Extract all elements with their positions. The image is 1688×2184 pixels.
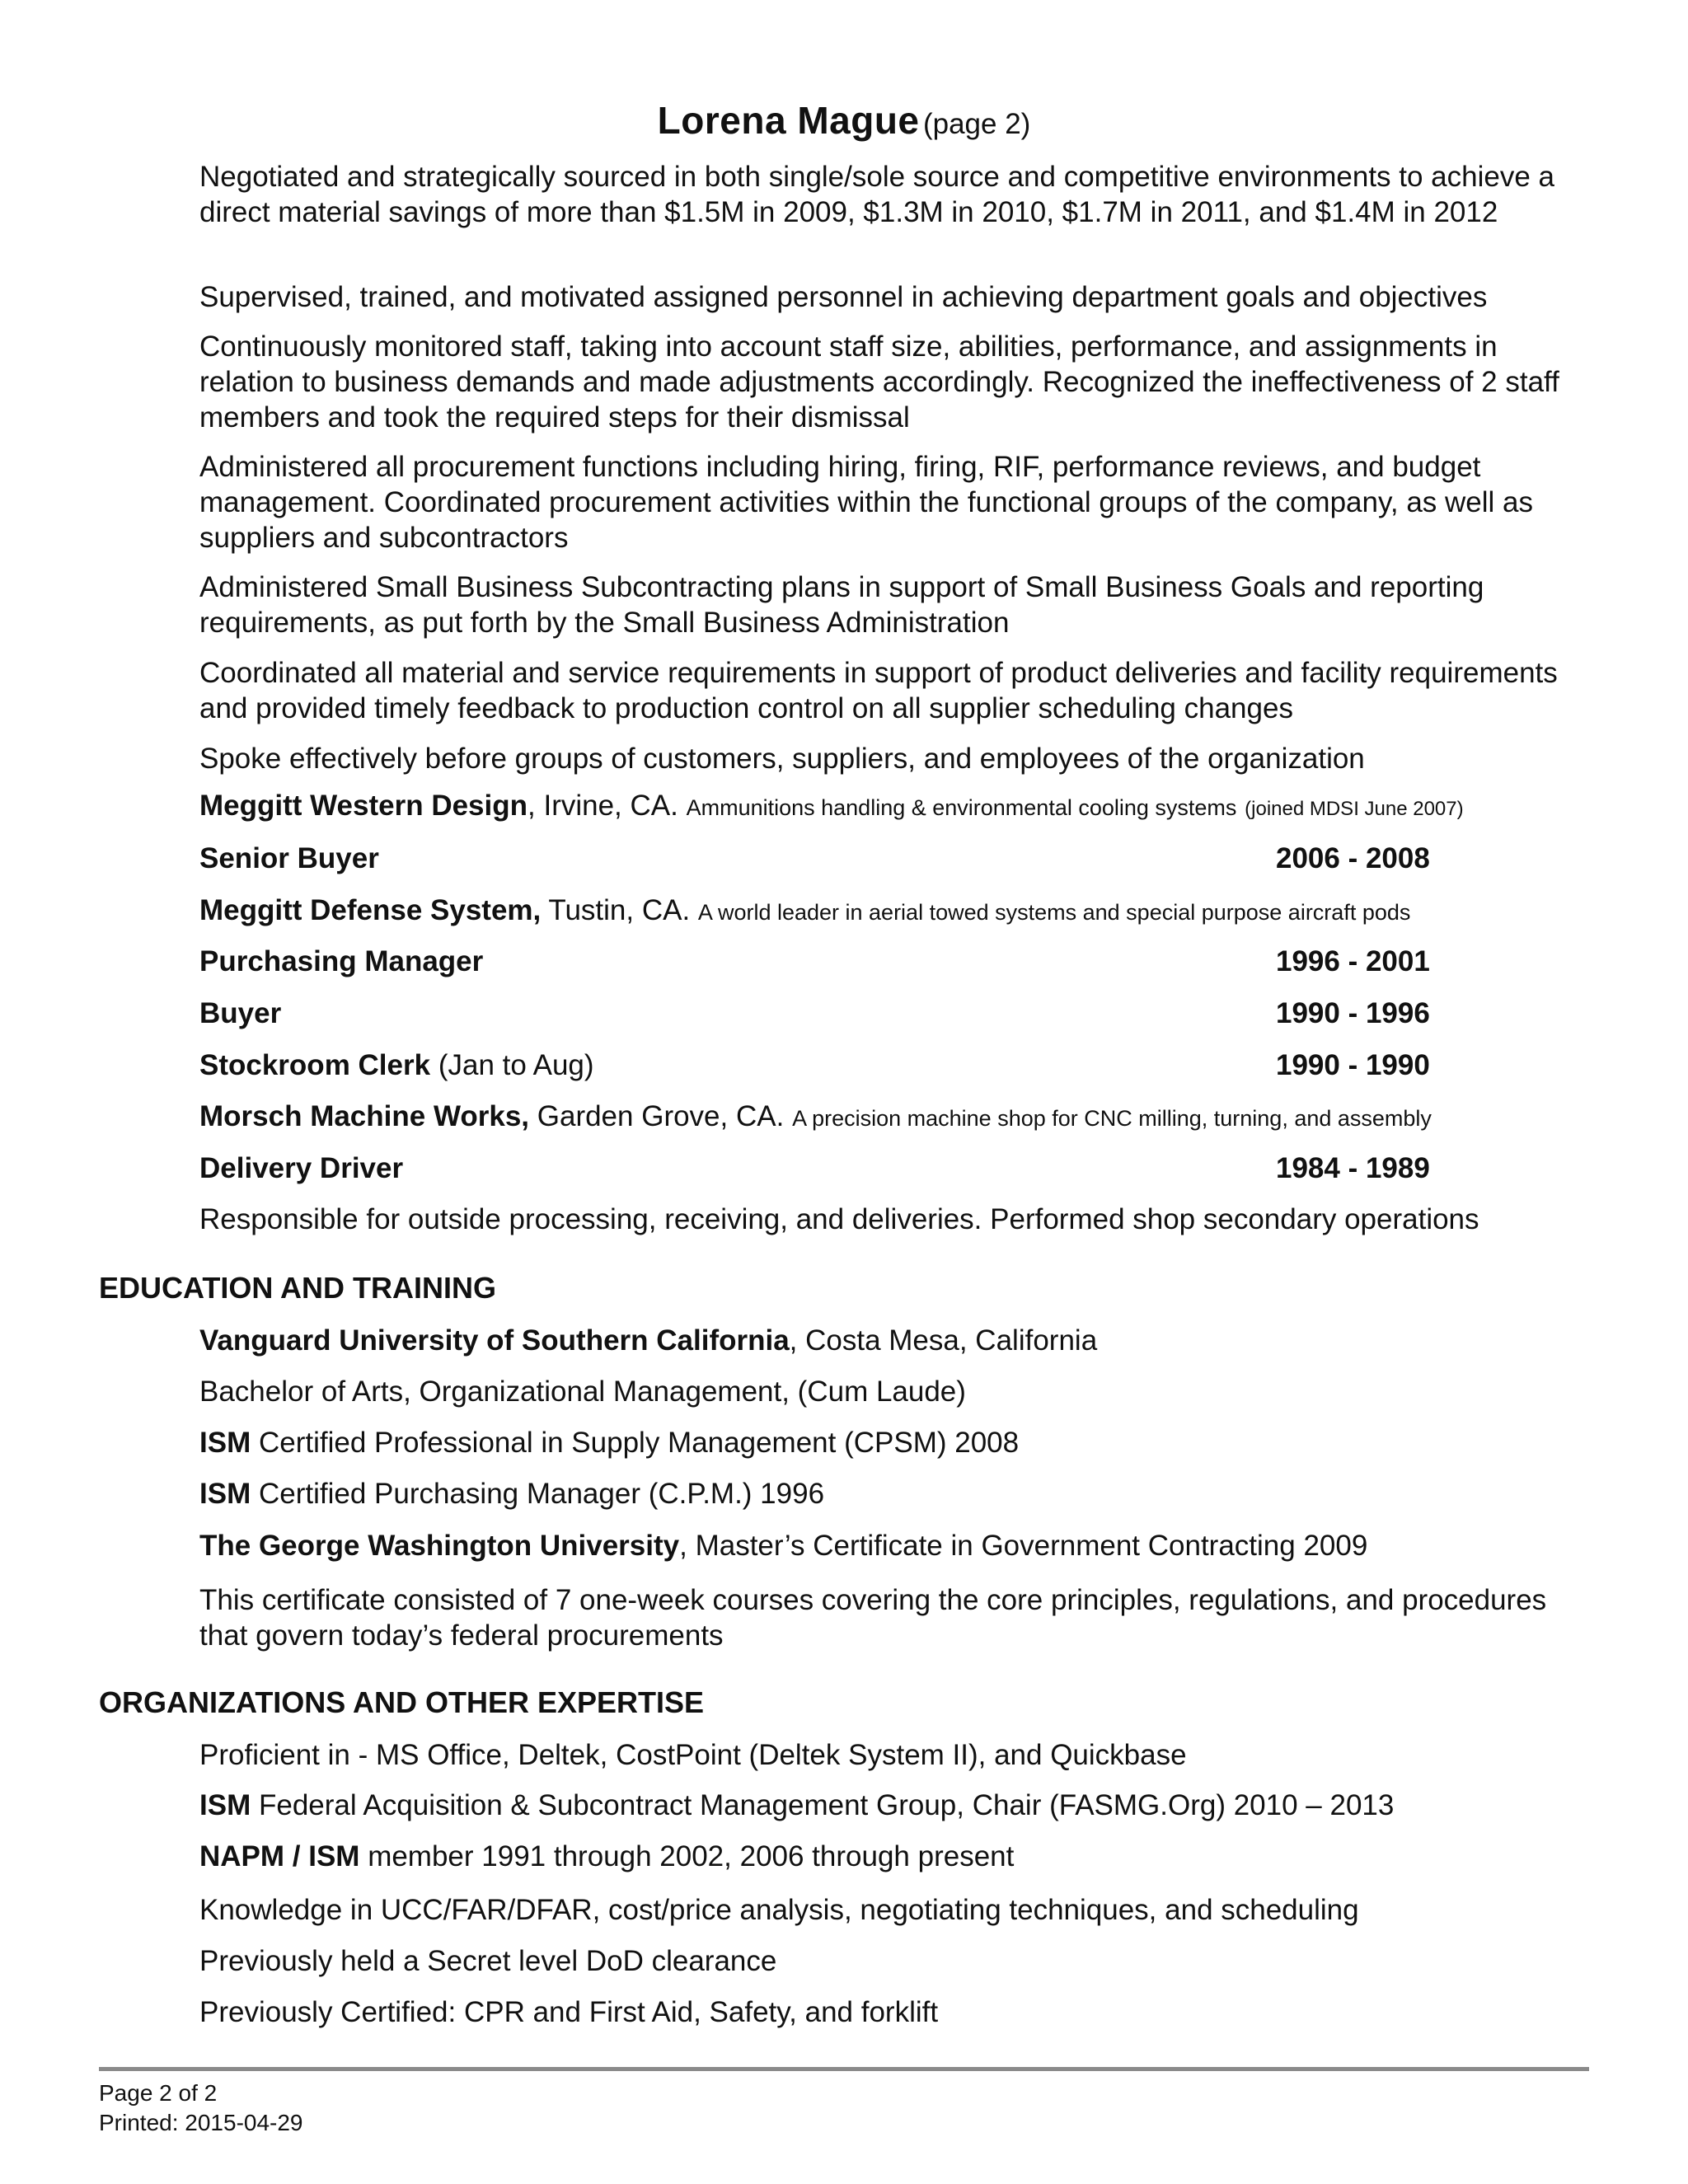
- footer-printed-date: Printed: 2015-04-29: [99, 2110, 303, 2135]
- footer-page-number: Page 2 of 2: [99, 2080, 218, 2106]
- cert-cpm: [199, 1475, 1584, 1513]
- employer-name: Morsch Machine Works,: [199, 1100, 530, 1132]
- bullet-spoke: Spoke effectively before groups of customers, suppliers, and employees of the organization: [199, 743, 1365, 775]
- org-clearance: Previously held a Secret level DoD clearance: [199, 1945, 777, 1977]
- org-fasmg: [199, 1787, 1584, 1825]
- page-suffix: (page 2): [922, 108, 1031, 140]
- org-name: NAPM / ISM: [199, 1840, 360, 1872]
- position-delivery-driver: [199, 1150, 1584, 1188]
- org-proficient: Proficient in - MS Office, Deltek, CostPoint (Deltek System II), and Quickbase: [199, 1739, 1187, 1771]
- position-title: Stockroom Clerk: [199, 1049, 431, 1081]
- employer-note: (joined MDSI June 2007): [1245, 798, 1464, 820]
- education-gwu: [199, 1527, 1584, 1565]
- employer-description: A precision machine shop for CNC milling, turning, and assembly: [792, 1106, 1432, 1131]
- school-detail: , Master’s Certificate in Government Contracting 2009: [679, 1530, 1368, 1562]
- education-degree: Bachelor of Arts, Organizational Management, (Cum Laude): [199, 1376, 966, 1408]
- cert-text: Certified Purchasing Manager (C.P.M.) 1996: [258, 1478, 825, 1510]
- employer-name: Meggitt Western Design: [199, 790, 528, 822]
- bullet-small-business: Administered Small Business Subcontracting plans in support of Small Business Goals and reporting requirements, as put forth by the Small Business Administration: [199, 571, 1484, 639]
- position-dates: 1990 - 1996: [1276, 997, 1430, 1029]
- employer-description: A world leader in aerial towed systems and special purpose aircraft pods: [697, 900, 1411, 925]
- cert-text: Certified Professional in Supply Management (CPSM) 2008: [258, 1427, 1020, 1459]
- candidate-name: Lorena Mague: [657, 99, 920, 142]
- org-knowledge: Knowledge in UCC/FAR/DFAR, cost/price analysis, negotiating techniques, and scheduling: [199, 1894, 1359, 1926]
- school-name: The George Washington University: [199, 1530, 680, 1562]
- employer-meggitt-western-design: [199, 787, 1584, 825]
- position-purchasing-manager: [199, 943, 1584, 981]
- employer-location: Garden Grove, CA.: [537, 1100, 785, 1132]
- cert-org: ISM: [199, 1478, 251, 1510]
- employer-location: Tustin, CA.: [548, 894, 691, 926]
- organizations-heading: ORGANIZATIONS AND OTHER EXPERTISE: [99, 1685, 705, 1719]
- org-napm: [199, 1838, 1584, 1876]
- page-title: [0, 96, 1688, 155]
- employer-name: Meggitt Defense System,: [199, 894, 542, 926]
- position-buyer: [199, 995, 1584, 1033]
- education-heading: EDUCATION AND TRAINING: [99, 1271, 496, 1305]
- driver-description: Responsible for outside processing, receiving, and deliveries. Performed shop secondary operations: [199, 1203, 1479, 1235]
- employer-description: Ammunitions handling & environmental cooling systems: [686, 795, 1237, 820]
- org-text: member 1991 through 2002, 2006 through present: [368, 1840, 1015, 1872]
- position-senior-buyer: [199, 840, 1584, 878]
- position-dates: 1984 - 1989: [1276, 1152, 1430, 1184]
- org-certified: Previously Certified: CPR and First Aid, Safety, and forklift: [199, 1996, 939, 2028]
- school-name: Vanguard University of Southern California: [199, 1324, 790, 1357]
- bullet-savings: Negotiated and strategically sourced in both single/sole source and competitive environments to achieve a direct material savings of more than $1.5M in 2009, $1.3M in 2010, $1.7M in 2011, and $1.4M in 2012: [199, 161, 1555, 228]
- position-title: Buyer: [199, 997, 282, 1029]
- employer-morsch-machine-works: [199, 1098, 1584, 1136]
- org-text: Federal Acquisition & Subcontract Management Group, Chair (FASMG.Org) 2010 – 2013: [258, 1789, 1395, 1821]
- position-dates: 2006 - 2008: [1276, 842, 1430, 874]
- school-location: , Costa Mesa, California: [789, 1324, 1098, 1357]
- cert-cpsm: [199, 1424, 1584, 1462]
- employer-location: , Irvine, CA.: [528, 790, 678, 822]
- footer-divider: [99, 2067, 1589, 2071]
- employer-meggitt-defense-system: [199, 892, 1584, 930]
- position-dates: 1990 - 1990: [1276, 1049, 1430, 1081]
- position-dates: 1996 - 2001: [1276, 945, 1430, 977]
- position-note: (Jan to Aug): [438, 1049, 594, 1081]
- cert-org: ISM: [199, 1427, 251, 1459]
- position-stockroom-clerk: [199, 1047, 1584, 1085]
- position-title: Senior Buyer: [199, 842, 379, 874]
- bullet-coordinated: Coordinated all material and service requirements in support of product deliveries and facility requirements and provided timely feedback to production control on all supplier scheduling changes: [199, 657, 1558, 724]
- bullet-supervised: Supervised, trained, and motivated assigned personnel in achieving department goals and objectives: [199, 281, 1488, 313]
- position-title: Delivery Driver: [199, 1152, 404, 1184]
- bullet-administered-procurement: Administered all procurement functions including hiring, firing, RIF, performance reviews, and budget management. Coordinated procurement activities within the functional groups of the company, as well as suppliers and subcontractors: [199, 451, 1533, 554]
- org-name: ISM: [199, 1789, 251, 1821]
- education-vanguard: [199, 1322, 1584, 1360]
- certificate-description: This certificate consisted of 7 one-week courses covering the core principles, regulations, and procedures that govern today’s federal procurements: [199, 1584, 1547, 1652]
- position-title: Purchasing Manager: [199, 945, 484, 977]
- bullet-monitored: Continuously monitored staff, taking into account staff size, abilities, performance, and assignments in relation to business demands and made adjustments accordingly. Recognized the ineffectiveness of 2 staff members and took the required steps for their dismissal: [199, 330, 1559, 434]
